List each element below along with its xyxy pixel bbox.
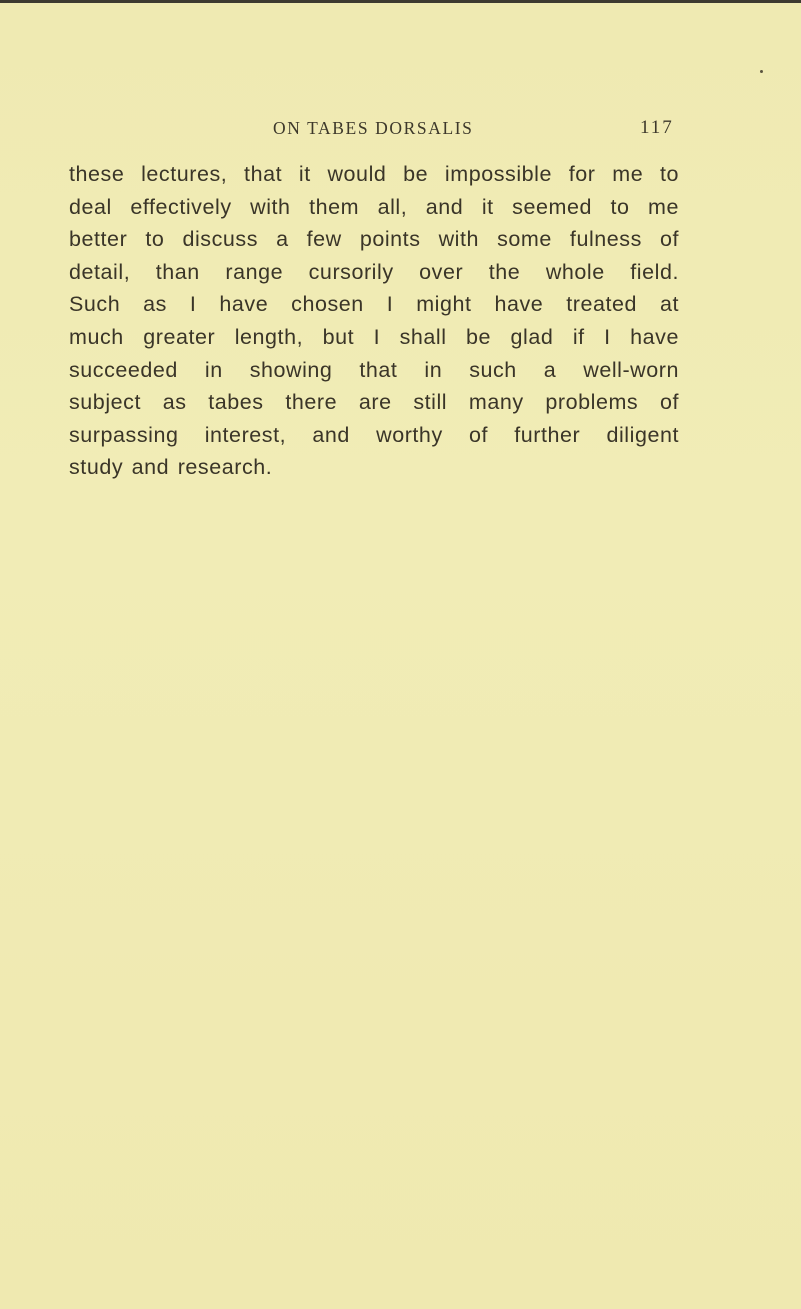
paper-speck [760,70,763,73]
text-line: Such as I have chosen I might have treated at [69,292,679,317]
text-line: better to discuss a few points with some fulness of [69,227,679,252]
page-number: 117 [640,117,674,138]
text-line: succeeded in showing that in such a well-worn [69,357,679,382]
text-line: subject as tabes there are still many problems of [69,390,679,415]
page-header [0,118,801,146]
running-title: ON TABES DORSALIS [273,118,474,138]
text-line: surpassing interest, and worthy of further diligent [69,422,679,447]
text-line: these lectures, that it would be impossible for me to [69,162,679,186]
text-line: deal effectively with them all, and it seemed to me [69,194,679,219]
body-paragraph [69,158,679,484]
text-line: study and research. [69,455,273,480]
text-line: detail, than range cursorily over the whole field. [69,259,679,284]
text-line: much greater length, but I shall be glad if I have [69,324,679,349]
page-top-edge [0,0,801,3]
